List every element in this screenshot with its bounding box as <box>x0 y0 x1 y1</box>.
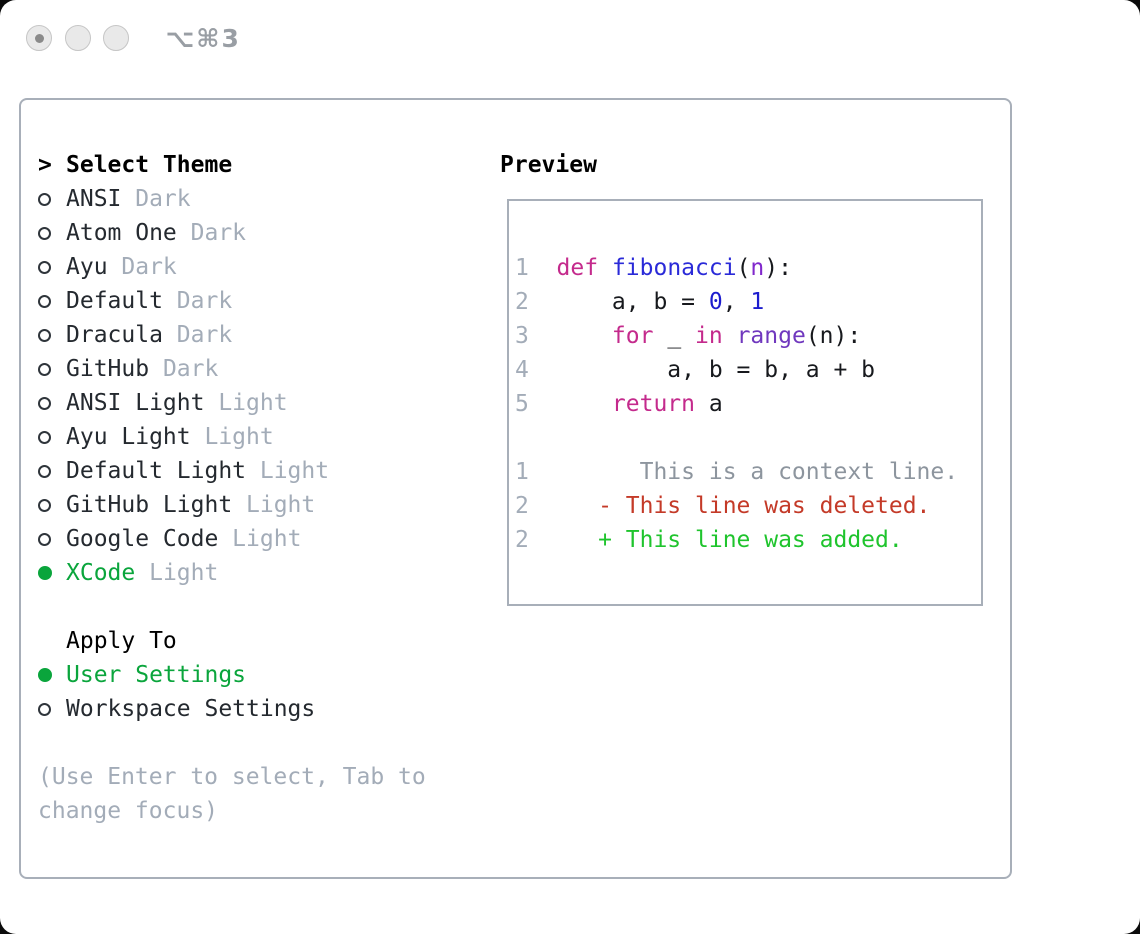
theme-name: Dracula <box>66 322 163 348</box>
code-line-1: 1 def fibonacci(n): <box>515 251 977 285</box>
diff-text-deleted: - This line was deleted. <box>556 493 931 519</box>
theme-name: ANSI Light <box>66 390 205 416</box>
apply-option-workspace-settings[interactable] <box>38 692 500 726</box>
theme-option-ayu[interactable] <box>38 250 500 284</box>
theme-option-dracula[interactable] <box>38 318 500 352</box>
radio-icon <box>38 703 51 716</box>
radio-icon <box>38 193 51 206</box>
theme-variant: Dark <box>149 356 219 382</box>
theme-option-ansi[interactable] <box>38 182 500 216</box>
spacer <box>38 590 500 624</box>
theme-name: Google Code <box>66 526 219 552</box>
theme-variant: Light <box>246 458 330 484</box>
theme-name: Atom One <box>66 220 177 246</box>
theme-name: Default <box>66 288 163 314</box>
spacer <box>38 726 500 760</box>
radio-icon <box>38 329 51 342</box>
help-line: change focus) <box>38 798 219 824</box>
line-number: 3 <box>515 323 529 349</box>
line-number: 5 <box>515 391 529 417</box>
theme-name: XCode <box>66 560 136 586</box>
diff-line-added <box>515 523 977 557</box>
radio-icon <box>38 499 51 512</box>
line-number: 4 <box>515 357 529 383</box>
titlebar <box>26 24 241 52</box>
line-number: 2 <box>515 493 529 519</box>
line-number: 1 <box>515 459 529 485</box>
radio-icon <box>38 465 51 478</box>
theme-variant: Dark <box>121 186 191 212</box>
code-line-4: 4 a, b = b, a + b <box>515 353 977 387</box>
theme-name: ANSI <box>66 186 122 212</box>
theme-option-github[interactable] <box>38 352 500 386</box>
radio-icon <box>38 261 51 274</box>
code-line-3: 3 for _ in range(n): <box>515 319 977 353</box>
theme-option-google-code[interactable] <box>38 522 500 556</box>
theme-option-ayu-light[interactable] <box>38 420 500 454</box>
theme-option-default[interactable] <box>38 284 500 318</box>
line-number: 1 <box>515 255 529 281</box>
theme-variant: Light <box>218 526 302 552</box>
theme-option-atom-one[interactable] <box>38 216 500 250</box>
theme-name: Ayu Light <box>66 424 191 450</box>
select-theme-title: Select Theme <box>66 152 233 178</box>
radio-selected-icon <box>38 668 52 682</box>
radio-icon <box>38 397 51 410</box>
active-dot-icon <box>35 34 44 43</box>
theme-variant: Light <box>135 560 219 586</box>
preview-title: Preview <box>500 152 597 178</box>
theme-variant: Dark <box>162 288 233 314</box>
preview-column <box>500 148 983 877</box>
theme-variant: Light <box>190 424 274 450</box>
theme-selector-panel <box>19 98 1012 879</box>
prompt-caret-icon: > <box>38 152 52 178</box>
theme-option-github-light[interactable] <box>38 488 500 522</box>
theme-variant: Dark <box>162 322 233 348</box>
window-control-active[interactable] <box>26 25 52 51</box>
window-control-2[interactable] <box>65 25 91 51</box>
diff-line-context <box>515 455 977 489</box>
help-line: (Use Enter to select, Tab to <box>38 764 426 790</box>
theme-option-xcode[interactable] <box>38 556 500 590</box>
apply-to-header <box>38 624 500 658</box>
apply-option-label: User Settings <box>66 662 247 688</box>
theme-option-ansi-light[interactable] <box>38 386 500 420</box>
diff-text-added: + This line was added. <box>556 527 903 553</box>
radio-icon <box>38 533 51 546</box>
theme-name: Default Light <box>66 458 247 484</box>
line-number: 2 <box>515 527 529 553</box>
apply-option-label: Workspace Settings <box>66 696 316 722</box>
preview-pane <box>507 199 983 606</box>
theme-list <box>38 182 500 590</box>
select-theme-header <box>38 148 500 182</box>
theme-name: Ayu <box>66 254 108 280</box>
diff-text-context: This is a context line. <box>556 459 959 485</box>
line-number: 2 <box>515 289 529 315</box>
window-control-3[interactable] <box>103 25 129 51</box>
code-line-5: 5 return a <box>515 387 977 421</box>
radio-icon <box>38 363 51 376</box>
preview-lines <box>515 251 977 557</box>
radio-icon <box>38 295 51 308</box>
theme-name: GitHub Light <box>66 492 233 518</box>
window-shortcut-label: ⌥⌘3 <box>165 23 241 53</box>
help-text <box>38 760 500 828</box>
radio-icon <box>38 227 51 240</box>
theme-variant: Dark <box>107 254 177 280</box>
radio-icon <box>38 431 51 444</box>
theme-column <box>38 148 500 877</box>
theme-variant: Light <box>232 492 316 518</box>
apply-to-title: Apply To <box>66 628 177 654</box>
theme-option-default-light[interactable] <box>38 454 500 488</box>
radio-selected-icon <box>38 566 52 580</box>
apply-to-list <box>38 658 500 726</box>
apply-option-user-settings[interactable] <box>38 658 500 692</box>
spacer <box>515 421 977 455</box>
theme-variant: Dark <box>176 220 247 246</box>
code-line-2: 2 a, b = 0, 1 <box>515 285 977 319</box>
theme-variant: Light <box>204 390 288 416</box>
theme-name: GitHub <box>66 356 150 382</box>
diff-line-deleted <box>515 489 977 523</box>
